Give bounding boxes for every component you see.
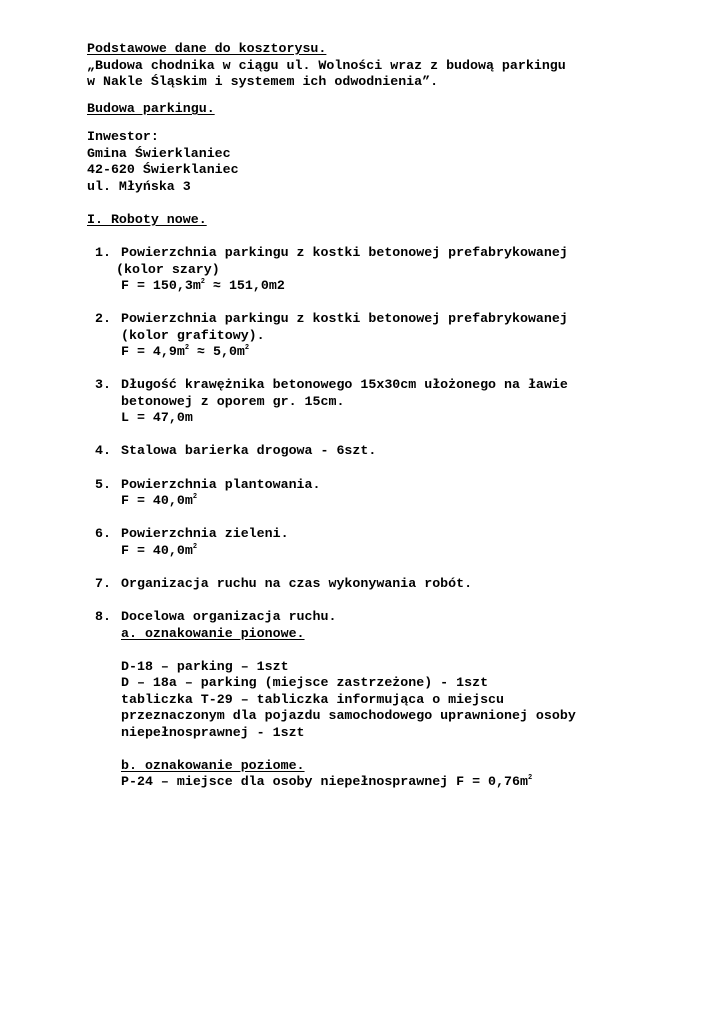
item-text: betonowej z oporem gr. 15cm. — [121, 394, 345, 409]
investor-postal: 42-620 Świerklaniec — [87, 162, 239, 177]
item-number: 3. — [95, 377, 111, 392]
item-text: L = 47,0m — [121, 410, 193, 425]
vertical-sign-line: niepełnosprawnej - 1szt — [121, 725, 305, 740]
project-name-line-2: w Nakle Śląskim i systemem ich odwodnienia”. — [87, 74, 439, 89]
item-number: 2. — [95, 311, 111, 326]
item-number: 8. — [95, 609, 111, 624]
horizontal-signs-heading: b. oznakowanie poziome. — [121, 758, 305, 773]
works-heading: I. Roboty nowe. — [87, 212, 207, 227]
item-number: 6. — [95, 526, 111, 541]
item-text: Powierzchnia parkingu z kostki betonowej prefabrykowanej — [121, 245, 568, 260]
item-text: Stalowa barierka drogowa - 6szt. — [121, 443, 377, 458]
item-number: 1. — [95, 245, 111, 260]
item-formula: $F = 4,9m^2 \approx 5,0m^2$ — [121, 344, 250, 359]
item-number: 4. — [95, 443, 111, 458]
document-title: Podstawowe dane do kosztorysu. — [87, 41, 327, 56]
vertical-sign-line: tabliczka T-29 – tabliczka informująca o miejscu — [121, 692, 505, 707]
vertical-sign-line: D – 18a – parking (miejsce zastrzeżone) - 1szt — [121, 675, 489, 690]
project-name-line-1: „Budowa chodnika w ciągu ul. Wolności wraz z budową parkingu — [87, 58, 566, 73]
item-text: (kolor grafitowy). — [121, 328, 265, 343]
item-text: Docelowa organizacja ruchu. — [121, 609, 337, 624]
horizontal-sign-line: P-24 – miejsce dla osoby niepełnosprawnej $F = 0,76m^2$ — [121, 774, 533, 789]
vertical-signs-heading: a. oznakowanie pionowe. — [121, 626, 305, 641]
item-text: Powierzchnia plantowania. — [121, 477, 321, 492]
item-text: Organizacja ruchu na czas wykonywania robót. — [121, 576, 473, 591]
investor-name: Gmina Świerklaniec — [87, 146, 231, 161]
vertical-sign-line: przeznaczonym dla pojazdu samochodowego uprawnionej osoby — [121, 708, 576, 723]
item-text: (kolor szary) — [116, 262, 220, 277]
investor-street: ul. Młyńska 3 — [87, 179, 191, 194]
investor-label: Inwestor: — [87, 129, 159, 144]
item-formula: $F = 40,0m^2$ — [121, 543, 198, 558]
item-number: 7. — [95, 576, 111, 591]
item-text: Powierzchnia zieleni. — [121, 526, 289, 541]
item-text: Długość krawężnika betonowego 15x30cm ułożonego na ławie — [121, 377, 568, 392]
item-text: Powierzchnia parkingu z kostki betonowej prefabrykowanej — [121, 311, 568, 326]
item-formula: $F = 150,3m^2 \approx 151,0m2$ — [121, 278, 285, 293]
section-title: Budowa parkingu. — [87, 101, 215, 116]
item-number: 5. — [95, 477, 111, 492]
item-formula: $F = 40,0m^2$ — [121, 493, 198, 508]
vertical-sign-line: D-18 – parking – 1szt — [121, 659, 289, 674]
